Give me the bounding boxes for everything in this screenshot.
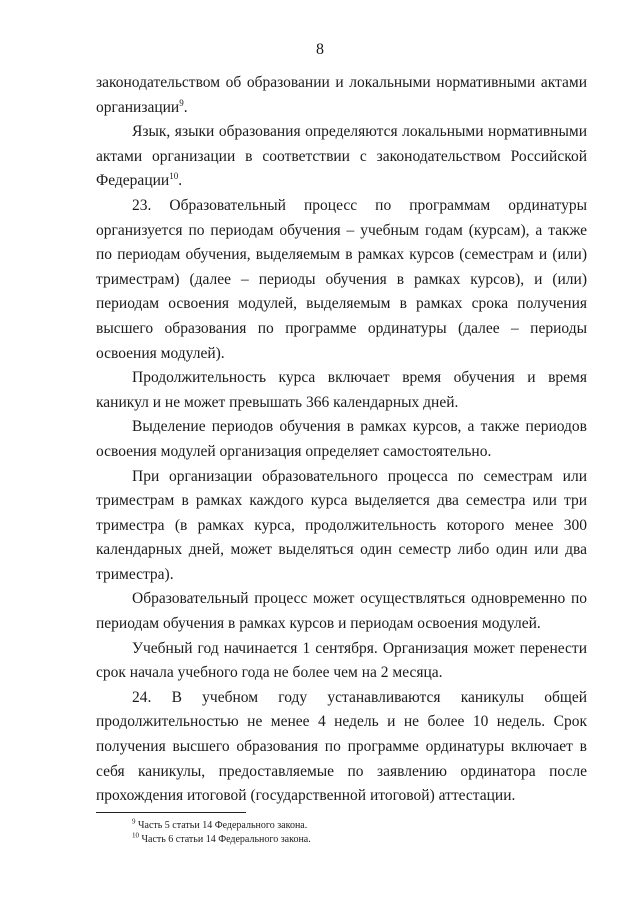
paragraph: [96, 366, 587, 415]
paragraph: [96, 587, 587, 636]
page-number: 8: [316, 41, 324, 58]
paragraph: [96, 71, 587, 120]
paragraph-text: Образовательный процесс может осуществляться одновременно по периодам обучения в рамках курсов и периодам освоения модулей.: [96, 590, 587, 633]
paragraph-text: Выделение периодов обучения в рамках курсов, а также периодов освоения модулей организация определяет самостоятельно.: [96, 418, 587, 460]
paragraph-tail: .: [178, 172, 183, 190]
paragraph: [96, 637, 587, 686]
footnote: [96, 819, 587, 833]
paragraph: [96, 465, 587, 588]
footnote-text: Часть 5 статьи 14 Федерального закона.: [138, 820, 308, 831]
footnote-mark: 10: [132, 831, 139, 840]
paragraph-text: Учебный год начинается 1 сентября. Организация может перенести срок начала учебного года не более чем на 2 месяца.: [96, 639, 587, 682]
footnote-reference: 10: [169, 171, 179, 182]
footnote-mark: 9: [132, 817, 136, 826]
footnotes: [96, 819, 587, 847]
paragraph-tail: .: [183, 98, 188, 116]
paragraph-text: Продолжительность курса включает время обучения и время каникул и не может превышать 366 календарных дней.: [96, 369, 587, 411]
footnote-text: Часть 6 статьи 14 Федерального закона.: [141, 834, 311, 845]
paragraph-text: Язык, языки образования определяются локальными нормативными актами организации в соответствии с законодательством Российской Федерации: [96, 123, 587, 190]
paragraph-text: 23. Образовательный процесс по программам ординатуры организуется по периодам обучения – учебным годам (курсам), а также по периодам обучения, выделяемым в рамках курсов (семестрам и (или) триместрам) (далее – периоды обучения в рамках курсов), и (или) периодам освоения модулей, выделяемым в рамках срока получения высшего образования по программе ординатуры (далее – периоды освоения модулей).: [96, 196, 587, 362]
paragraph: [96, 194, 587, 366]
footnote-separator: [96, 812, 246, 813]
paragraph-text: законодательством об образовании и локальными нормативными актами организации: [96, 74, 587, 116]
footnote: [96, 833, 587, 847]
footnote-reference: 9: [179, 97, 184, 108]
paragraph-text: При организации образовательного процесса по семестрам или триместрам в рамках каждого курса выделяется два семестра или три триместра (в рамках курса, продолжительность которого менее 300 календарных дней, может выделяться один семестр либо один или два триместра).: [96, 467, 587, 583]
paragraph: [96, 686, 587, 809]
paragraph: [96, 120, 587, 194]
document-body: [96, 71, 587, 809]
paragraph: [96, 415, 587, 464]
paragraph-text: 24. В учебном году устанавливаются каникулы общей продолжительностью не менее 4 недель и не более 10 недель. Срок получения высшего образования по программе ординатуры включает в себя каникулы, предоставляемые по заявлению ординатора после прохождения итоговой (государственной итоговой) аттестации.: [96, 688, 587, 805]
